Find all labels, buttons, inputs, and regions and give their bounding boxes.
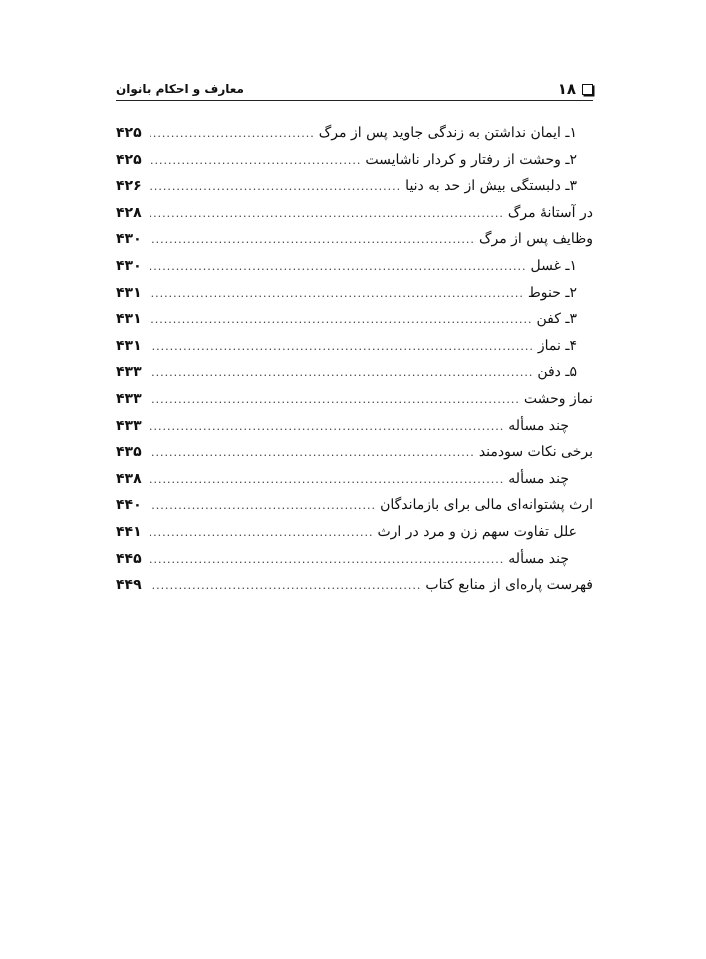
toc-entry [116, 173, 593, 200]
leader-dots [150, 520, 373, 547]
toc-entry-page: ۴۴۵ [116, 550, 142, 567]
toc-entry [116, 120, 593, 147]
toc-entry-title: ۲ـ وحشت از رفتار و کردار ناشایست [365, 151, 577, 168]
toc-entry-title: نماز وحشت [523, 390, 593, 407]
toc-entry-title: علل تفاوت سهم زن و مرد در ارث [377, 523, 577, 540]
leader-dots [150, 414, 504, 441]
toc-entry-title: ۴ـ نماز [537, 337, 577, 354]
toc-entry-title: چند مسأله [508, 550, 569, 567]
leader-dots [150, 493, 376, 520]
toc-entry-title: ۵ـ دفن [537, 364, 577, 381]
toc-entry-title: ۲ـ حنوط [527, 284, 577, 301]
toc-entry-title: ۱ـ غسل [530, 257, 577, 274]
leader-dots [150, 387, 520, 414]
toc-entry-page: ۴۳۱ [116, 284, 142, 301]
leader-dots [150, 254, 527, 281]
toc-entry-title: وظایف پس از مرگ [478, 231, 593, 248]
leader-dots [150, 148, 361, 175]
toc-entry [116, 226, 593, 253]
toc-entry [116, 572, 593, 599]
leader-dots [150, 281, 524, 308]
leader-dots [150, 547, 504, 574]
page-header [116, 78, 593, 101]
table-of-contents [116, 120, 593, 599]
toc-entry [116, 519, 593, 546]
leader-dots [150, 467, 504, 494]
toc-entry [116, 253, 593, 280]
toc-entry-title: ۳ـ دلبستگی بیش از حد به دنیا [405, 178, 577, 195]
toc-entry [116, 359, 593, 386]
toc-entry [116, 413, 593, 440]
toc-entry [116, 386, 593, 413]
toc-entry-title: ۱ـ ایمان نداشتن به زندگی جاوید پس از مرگ [318, 125, 577, 141]
running-head-title: معارف و احکام بانوان [116, 82, 244, 96]
square-bullet-icon [582, 84, 593, 95]
leader-dots [150, 201, 504, 228]
toc-entry-page: ۴۲۸ [116, 204, 142, 221]
page-number: ۱۸ [557, 80, 576, 98]
page-number-marker [558, 80, 593, 98]
leader-dots [150, 174, 401, 201]
toc-entry-title: چند مسأله [508, 417, 569, 434]
toc-entry [116, 280, 593, 307]
toc-entry-page: ۴۳۸ [116, 470, 142, 487]
toc-entry-title: ۳ـ کفن [536, 311, 577, 328]
toc-entry [116, 200, 593, 227]
toc-entry-page: ۴۳۳ [116, 364, 142, 381]
leader-dots [150, 573, 421, 600]
toc-entry-title: فهرست پاره‌ای از منابع کتاب [425, 577, 593, 594]
toc-entry-page: ۴۲۵ [116, 125, 142, 141]
toc-entry [116, 466, 593, 493]
leader-dots [150, 227, 475, 254]
toc-entry [116, 546, 593, 573]
toc-entry-page: ۴۳۰ [116, 257, 142, 274]
toc-entry-page: ۴۴۰ [116, 497, 142, 514]
leader-dots [150, 440, 475, 467]
toc-entry-page: ۴۲۶ [116, 178, 142, 195]
toc-entry [116, 492, 593, 519]
toc-entry-page: ۴۳۰ [116, 231, 142, 248]
toc-entry-page: ۴۴۹ [116, 577, 142, 594]
book-page [116, 74, 593, 604]
toc-entry [116, 439, 593, 466]
leader-dots [150, 334, 534, 361]
leader-dots [150, 121, 315, 148]
toc-entry-page: ۴۳۱ [116, 337, 142, 354]
leader-dots [150, 307, 533, 334]
toc-entry [116, 333, 593, 360]
toc-entry-page: ۴۴۱ [116, 523, 142, 540]
toc-entry-title: چند مسأله [508, 470, 569, 487]
toc-entry-title: ارث پشتوانه‌ای مالی برای بازماندگان [380, 497, 593, 514]
toc-entry-title: در آستانهٔ مرگ [507, 204, 593, 221]
toc-entry [116, 306, 593, 333]
toc-entry [116, 147, 593, 174]
toc-entry-page: ۴۲۵ [116, 151, 142, 168]
toc-entry-title: برخی نکات سودمند [478, 444, 593, 461]
toc-entry-page: ۴۳۵ [116, 444, 142, 461]
leader-dots [150, 360, 533, 387]
toc-entry-page: ۴۳۳ [116, 390, 142, 407]
toc-entry-page: ۴۳۳ [116, 417, 142, 434]
toc-entry-page: ۴۳۱ [116, 311, 142, 328]
